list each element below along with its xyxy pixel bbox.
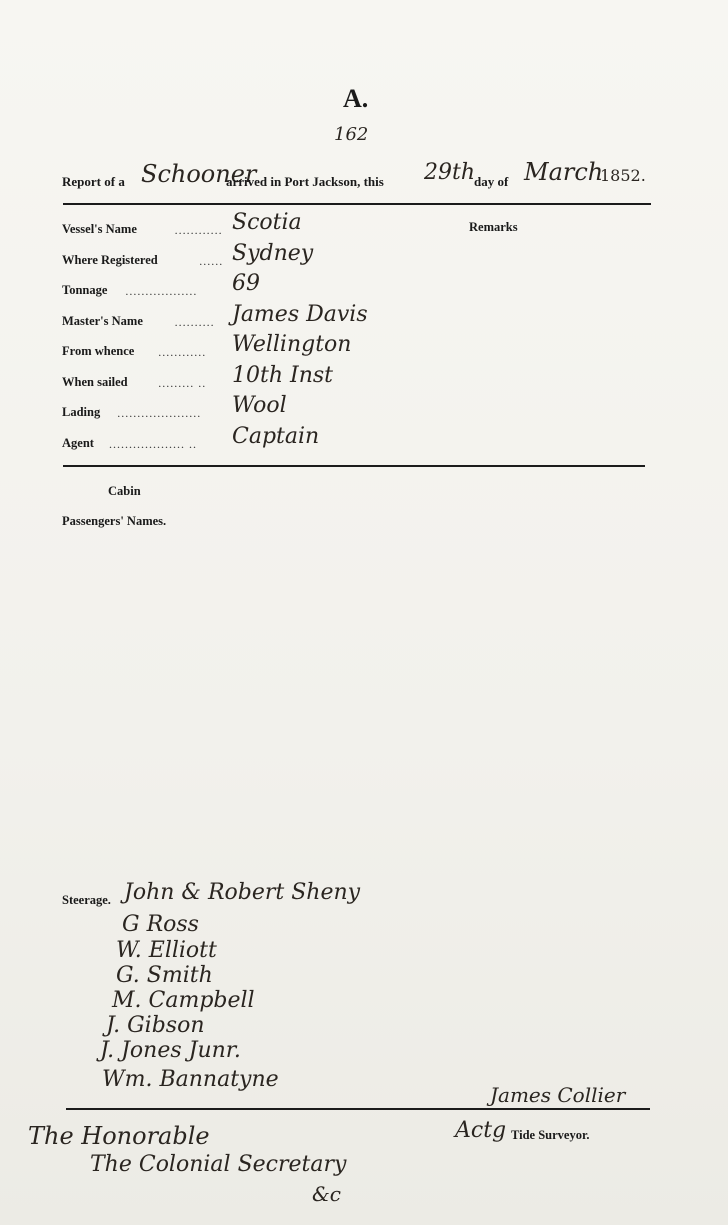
field-value: James Davis bbox=[232, 301, 368, 327]
field-leader-dots: ............ bbox=[158, 345, 207, 359]
day-of-text: day of bbox=[474, 174, 509, 189]
signature-divider bbox=[66, 1108, 650, 1110]
passengers-label: Passengers' Names. bbox=[62, 514, 167, 528]
field-label: Lading bbox=[62, 405, 101, 419]
field-leader-dots: ................... .. bbox=[109, 436, 197, 451]
steerage-passenger: M. Campbell bbox=[112, 988, 255, 1013]
steerage-passenger: W. Elliott bbox=[116, 938, 217, 963]
register-number: 162 bbox=[334, 124, 369, 145]
steerage-passenger: John & Robert Sheny bbox=[124, 880, 361, 905]
addressee-line-2: The Colonial Secretary bbox=[90, 1152, 347, 1177]
field-label: Master's Name bbox=[62, 313, 143, 328]
field-label: Tonnage bbox=[62, 283, 108, 297]
arrival-day: 29th bbox=[424, 160, 476, 185]
signature: James Collier bbox=[490, 1083, 626, 1107]
field-value: 10th Inst bbox=[232, 362, 333, 388]
field-label: Vessel's Name bbox=[62, 222, 137, 236]
addressee-line-3: &c bbox=[312, 1182, 342, 1206]
field-label: When sailed bbox=[62, 374, 128, 389]
field-leader-dots: ............ bbox=[174, 223, 223, 237]
field-leader-dots: .................. bbox=[125, 284, 198, 298]
field-leader-dots: ..................... bbox=[117, 406, 202, 420]
field-value: Wellington bbox=[232, 332, 352, 357]
field-leader-dots: ...... bbox=[199, 253, 224, 268]
field-label: Agent bbox=[62, 435, 94, 450]
field-value: 69 bbox=[232, 271, 260, 296]
field-leader-dots: .......... bbox=[174, 314, 215, 329]
steerage-passenger: G. Smith bbox=[116, 963, 213, 988]
vessel-type: Schooner bbox=[141, 160, 257, 188]
field-value: Sydney bbox=[232, 240, 314, 266]
fields-divider bbox=[63, 465, 645, 467]
steerage-passenger: J. Jones Junr. bbox=[100, 1038, 241, 1063]
cabin-label: Cabin bbox=[108, 484, 141, 498]
addressee-line-1: The Honorable bbox=[28, 1122, 210, 1150]
steerage-passenger: J. Gibson bbox=[106, 1013, 205, 1038]
steerage-passenger: Wm. Bannatyne bbox=[102, 1067, 279, 1092]
arrived-text: arrived in Port Jackson, this bbox=[226, 174, 384, 189]
field-value: Captain bbox=[232, 423, 320, 449]
field-value: Wool bbox=[232, 393, 287, 418]
arrival-month: March bbox=[524, 158, 604, 186]
remarks-label: Remarks bbox=[469, 220, 518, 234]
field-label: From whence bbox=[62, 344, 135, 358]
arrival-year: 1852. bbox=[600, 166, 646, 185]
surveyor-title: Tide Surveyor. bbox=[511, 1128, 590, 1142]
field-leader-dots: ......... .. bbox=[158, 375, 207, 390]
field-label: Where Registered bbox=[62, 252, 158, 267]
header-divider bbox=[63, 203, 651, 205]
form-letter: A. bbox=[343, 84, 369, 113]
field-value: Scotia bbox=[232, 210, 302, 235]
surveyor-prefix: Actg bbox=[455, 1118, 507, 1143]
steerage-label: Steerage. bbox=[62, 893, 111, 907]
steerage-passenger: G Ross bbox=[122, 912, 199, 937]
report-prefix: Report of a bbox=[62, 174, 125, 189]
